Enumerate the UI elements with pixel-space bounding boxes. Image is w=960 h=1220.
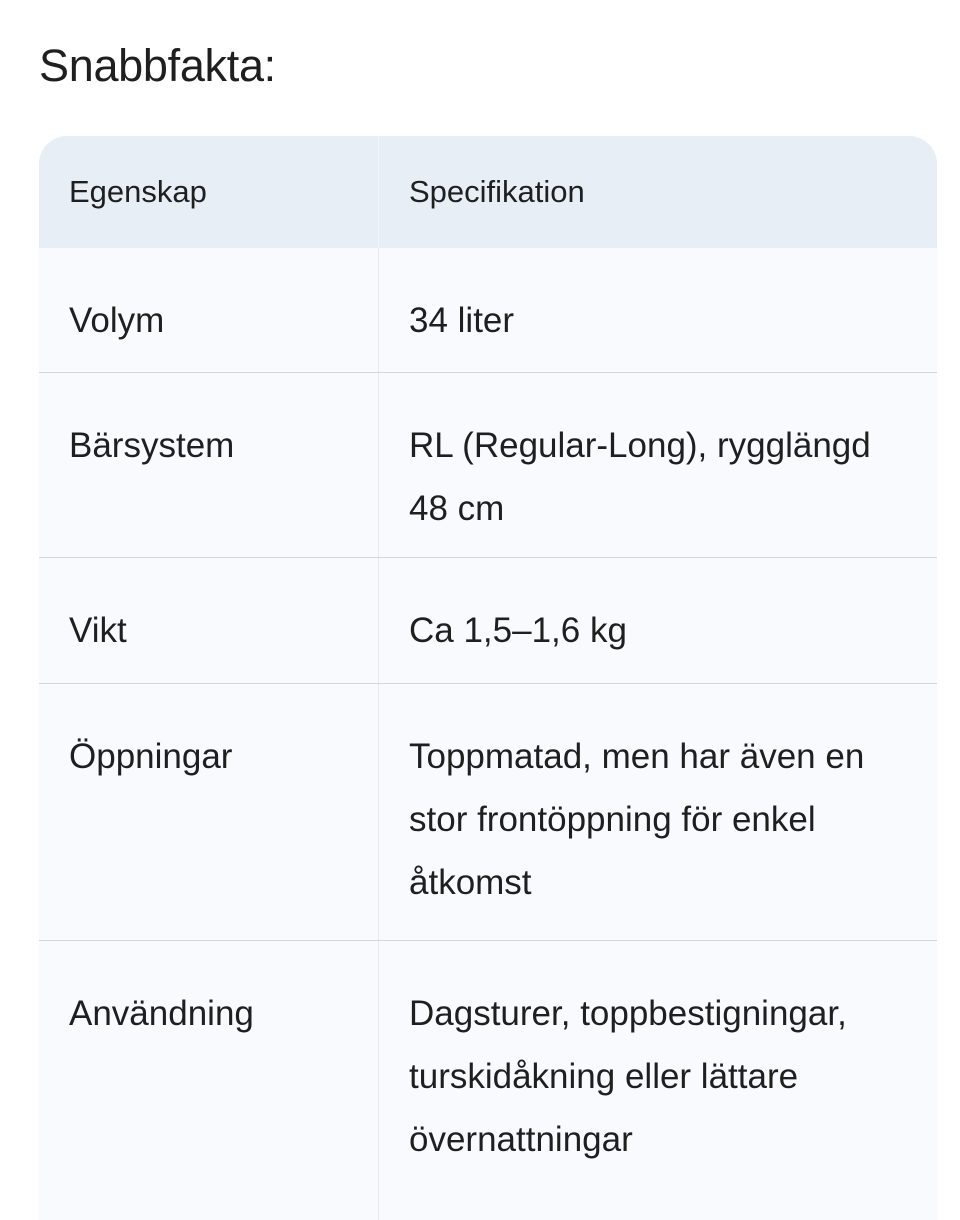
table-row — [39, 373, 937, 558]
table-cell-property: Öppningar — [39, 684, 379, 940]
table-cell-property: Bärsystem — [39, 373, 379, 557]
table-cell-property: Volym — [39, 248, 379, 372]
table-cell-value: Toppmatad, men har även en stor frontöppning för enkel åtkomst — [409, 737, 865, 902]
table-cell-value: RL (Regular-Long), rygglängd 48 cm — [409, 426, 871, 528]
section-heading: Snabbfakta: — [39, 40, 276, 91]
header-cell-specification: Specifikation — [409, 174, 585, 209]
table-cell-property: Vikt — [39, 558, 379, 683]
table-row — [39, 558, 937, 684]
table-cell-value: 34 liter — [409, 301, 515, 340]
table-row — [39, 684, 937, 941]
table-row — [39, 248, 937, 373]
spec-table — [39, 136, 937, 1220]
header-cell-property: Egenskap — [39, 136, 379, 248]
table-header-row — [39, 136, 937, 248]
table-cell-value: Ca 1,5–1,6 kg — [409, 611, 627, 650]
table-cell-property: Användning — [39, 941, 379, 1220]
table-cell-value: Dagsturer, toppbestigningar, turskidåkning eller lättare övernattningar — [409, 994, 847, 1159]
table-row — [39, 941, 937, 1220]
